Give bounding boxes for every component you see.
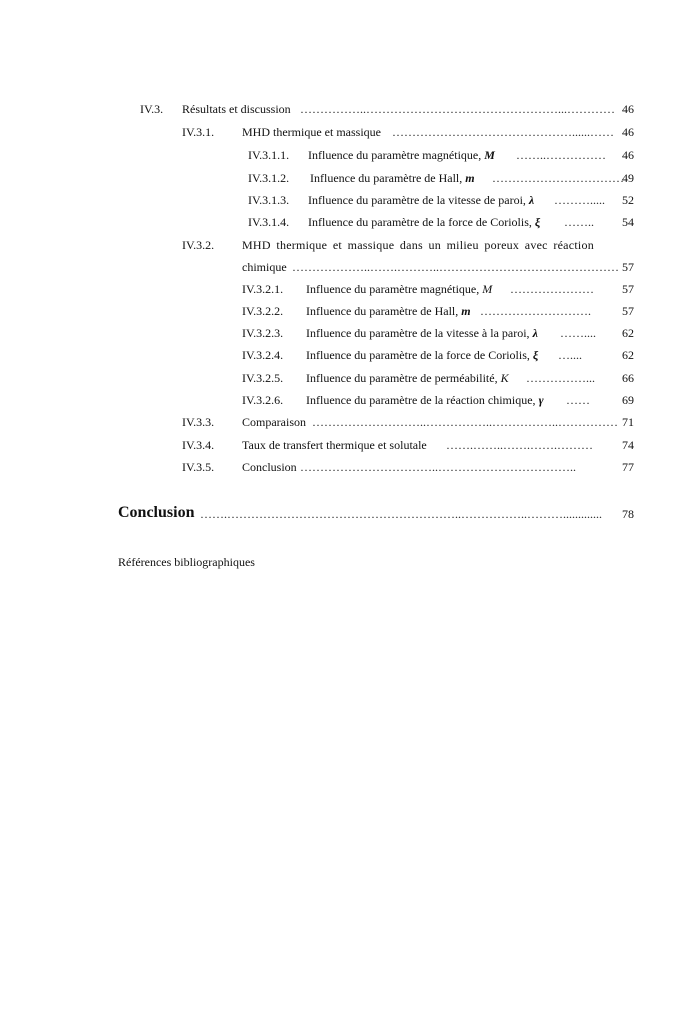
conclusion-title: Conclusion [118, 504, 195, 521]
toc-entry-iv314[interactable] [248, 213, 634, 231]
page-number: 62 [622, 348, 634, 362]
page-number: 49 [622, 171, 634, 185]
section-number: IV.3.2.1. [242, 282, 284, 296]
section-title: Influence du paramètre de la réaction chimique, [306, 393, 539, 407]
leader-dots: ……………... [526, 371, 595, 385]
variable-symbol: M [484, 148, 495, 162]
section-title: Influence du paramètre de la vitesse à la paroi, [306, 326, 533, 340]
toc-entry-iv322[interactable] [242, 302, 634, 320]
section-title-line2: chimique [242, 260, 287, 274]
leader-dots: …….…………………………………………………..……………..………............. [200, 507, 602, 521]
section-title: Influence du paramètre magnétique, [306, 282, 483, 296]
leader-dots: ……………..…………………………………………...………… [300, 102, 615, 116]
toc-entry-iv3[interactable] [140, 100, 634, 118]
section-title-wrap [306, 369, 509, 387]
section-number: IV.3.2. [182, 238, 215, 252]
section-number: IV.3.1.3. [248, 193, 290, 207]
leader-dots: …….. [564, 215, 594, 229]
section-number: IV.3.2.4. [242, 348, 284, 362]
section-title-wrap [306, 280, 492, 298]
page-number: 57 [622, 260, 634, 274]
section-title: Influence du paramètre de Hall, [306, 304, 462, 318]
section-number: IV.3. [140, 102, 164, 116]
section-number: IV.3.1.2. [248, 171, 290, 185]
section-title: MHD thermique et massique [242, 125, 381, 139]
section-title-wrap [310, 169, 475, 187]
section-number: IV.3.1.1. [248, 148, 290, 162]
section-title-wrap [308, 146, 495, 164]
leader-dots: …………………………… [492, 171, 624, 185]
section-number: IV.3.2.2. [242, 304, 284, 318]
section-title: Influence du paramètre de la vitesse de paroi, [308, 193, 529, 207]
section-title: Influence du paramètre de Hall, [310, 171, 466, 185]
leader-dots: …….... [560, 326, 596, 340]
section-title-wrap [306, 302, 471, 320]
toc-entry-iv34[interactable] [182, 436, 634, 454]
section-title-wrap [306, 346, 538, 364]
leader-dots: …… [566, 393, 590, 407]
leader-dots: …….……..…….…….……… [446, 438, 593, 452]
page-number: 57 [622, 304, 634, 318]
leader-dots: ………………… [510, 282, 594, 296]
section-number: IV.3.4. [182, 438, 215, 452]
section-title: Résultats et discussion [182, 102, 291, 116]
toc-entry-iv312[interactable] [248, 169, 634, 187]
page-number: 57 [622, 282, 634, 296]
section-title-wrap [308, 213, 540, 231]
section-number: IV.3.2.6. [242, 393, 284, 407]
section-number: IV.3.2.5. [242, 371, 284, 385]
section-title-wrap [306, 324, 538, 342]
page-number: 46 [622, 148, 634, 162]
page-number: 66 [622, 371, 634, 385]
leader-dots: ………………………. [480, 304, 591, 318]
section-title-line1: MHD thermique et massique dans un milieu poreux avec réaction [242, 238, 594, 252]
page-number: 46 [622, 102, 634, 116]
toc-entry-iv324[interactable] [242, 346, 634, 364]
page-number: 46 [622, 125, 634, 139]
toc-entry-iv32-line1[interactable] [182, 236, 634, 254]
variable-symbol: λ [532, 326, 538, 340]
variable-symbol: m [465, 171, 475, 185]
leader-dots: ………………………………………......…… [392, 125, 614, 139]
section-title: Influence du paramètre de la force de Coriolis, [308, 215, 535, 229]
leader-dots: ………………………..……………..……………..…………… [312, 415, 618, 429]
section-title: Taux de transfert thermique et solutale [242, 438, 427, 452]
leader-dots: ……………………………..…………………………….. [300, 460, 576, 474]
toc-entry-iv33[interactable] [182, 413, 634, 431]
toc-entry-iv32-line2[interactable] [182, 258, 634, 276]
variable-symbol: λ [528, 193, 535, 207]
section-title-wrap [306, 391, 544, 409]
toc-entry-references[interactable]: Références bibliographiques [118, 555, 255, 569]
section-number: IV.3.5. [182, 460, 215, 474]
section-title: Influence du paramètre magnétique, [308, 148, 485, 162]
page-number: 54 [622, 215, 634, 229]
toc-entry-iv35[interactable] [182, 458, 634, 476]
variable-symbol: ξ [532, 348, 539, 362]
variable-symbol: K [500, 371, 509, 385]
variable-symbol: m [461, 304, 471, 318]
page-number: 78 [622, 507, 634, 521]
section-title: Conclusion [242, 460, 297, 474]
toc-entry-iv325[interactable] [242, 369, 634, 387]
variable-symbol: γ [538, 393, 544, 407]
toc-entry-iv31[interactable] [182, 123, 634, 141]
toc-entry-iv311[interactable] [248, 146, 634, 164]
toc-entry-iv313[interactable] [248, 191, 634, 209]
section-title: Comparaison [242, 415, 306, 429]
leader-dots: ………………..…….………..……………………………………… [292, 260, 619, 274]
section-number: IV.3.1. [182, 125, 215, 139]
section-title: Influence du paramètre de perméabilité, [306, 371, 501, 385]
leader-dots: ………..... [554, 193, 605, 207]
toc-entry-iv326[interactable] [242, 391, 634, 409]
section-number: IV.3.3. [182, 415, 215, 429]
toc-entry-iv321[interactable] [242, 280, 634, 298]
leader-dots: ….... [558, 348, 582, 362]
variable-symbol: M [482, 282, 493, 296]
page-number: 77 [622, 460, 634, 474]
page-number: 62 [622, 326, 634, 340]
toc-entry-iv323[interactable] [242, 324, 634, 342]
section-number: IV.3.2.3. [242, 326, 284, 340]
leader-dots: ……..…………… [516, 148, 606, 162]
page-number: 71 [622, 415, 634, 429]
page-number: 52 [622, 193, 634, 207]
section-title-wrap [308, 191, 534, 209]
toc-entry-conclusion[interactable] [118, 505, 634, 527]
page-number: 74 [622, 438, 634, 452]
section-number: IV.3.1.4. [248, 215, 290, 229]
section-title: Influence du paramètre de la force de Coriolis, [306, 348, 533, 362]
variable-symbol: ξ [534, 215, 541, 229]
page-number: 69 [622, 393, 634, 407]
